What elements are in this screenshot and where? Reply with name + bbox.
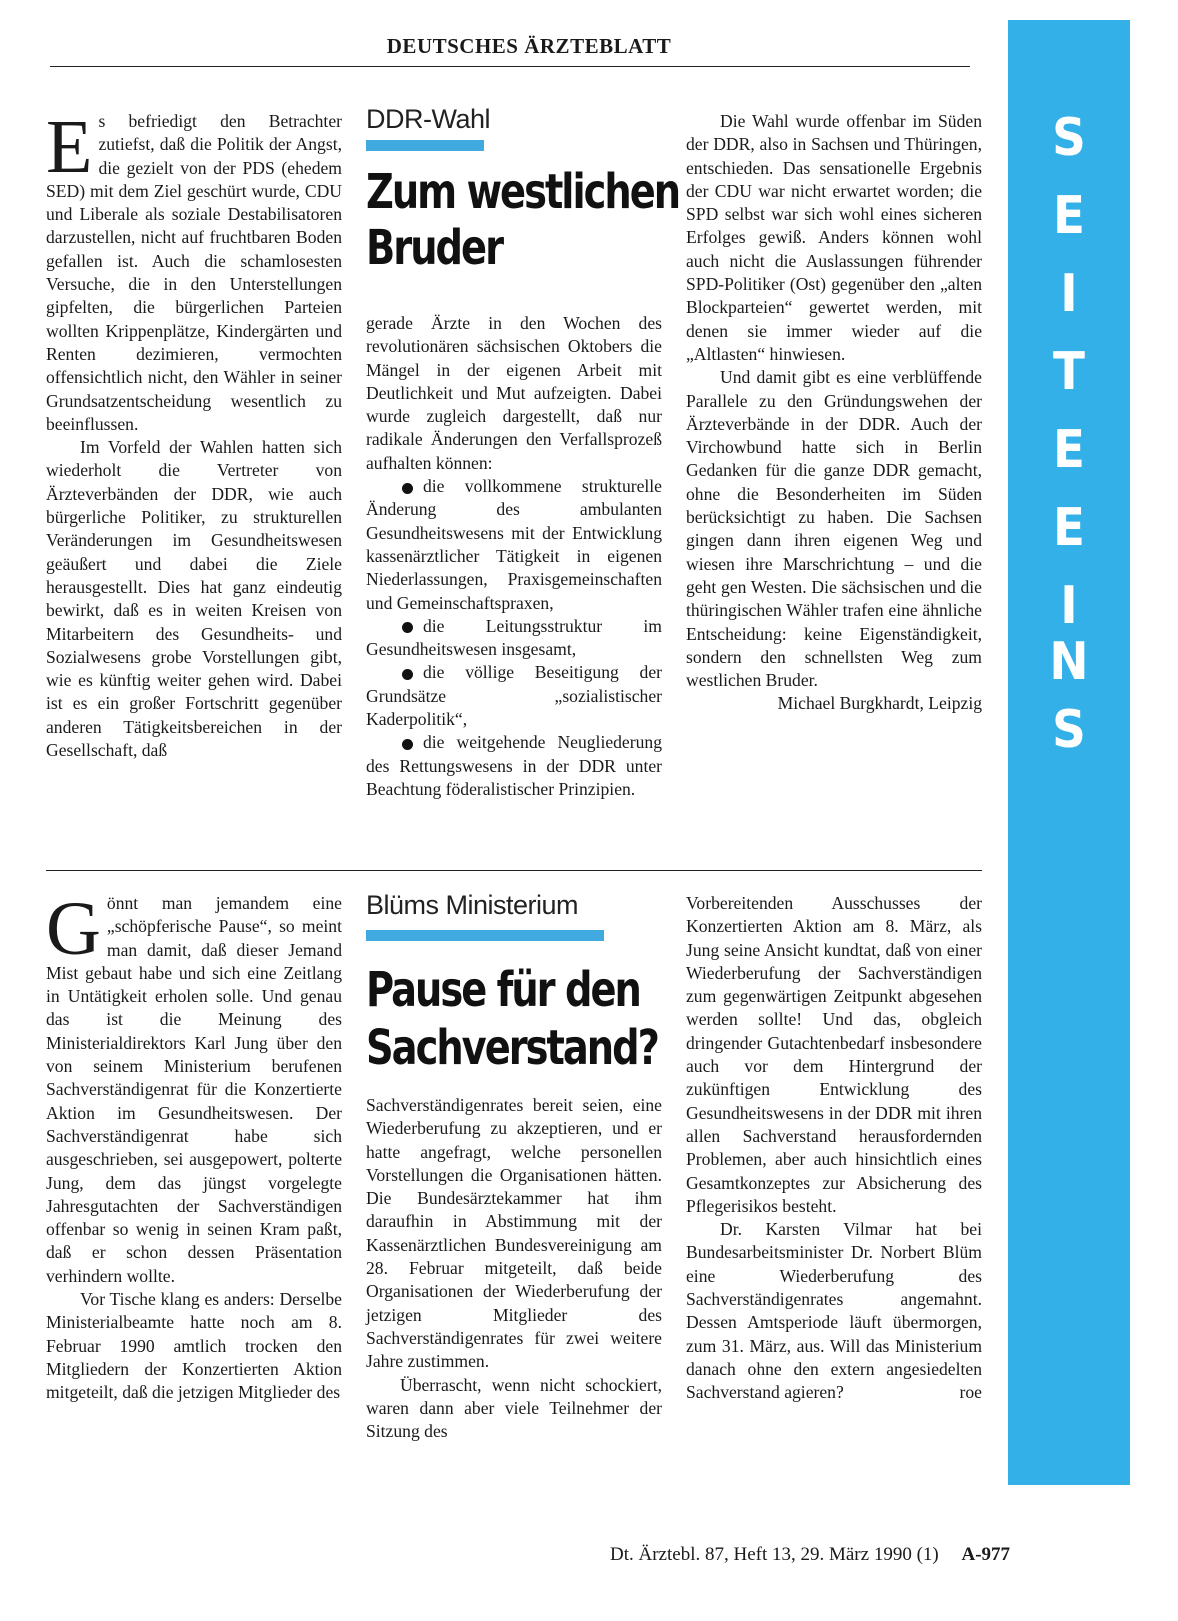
paragraph: Überrascht, wenn nicht schockiert, waren dann aber viele Teilnehmer der Sitzung des bbox=[366, 1374, 662, 1442]
sidebar-letter: N bbox=[1049, 632, 1089, 692]
page-number: A-977 bbox=[961, 1544, 1011, 1565]
paragraph: gerade Ärzte in den Wochen des revolutionären sächsischen Oktobers die Mängel in der eigenen Arbeit mit Deutlichkeit und Mut aufzeigten. Dabei wurde zugleich dargestellt, daß nur radikale Änderungen den Verfallsprozeß aufhalten können: bbox=[366, 313, 662, 473]
bullet-icon bbox=[402, 483, 413, 494]
sidebar-letter: E bbox=[1053, 498, 1085, 558]
sidebar-letter: I bbox=[1060, 576, 1078, 636]
article2-headline-line2: Sachverstand? bbox=[366, 1020, 658, 1076]
article2-column-3 bbox=[686, 892, 982, 1405]
paragraph: Und damit gibt es eine verblüffende Parallele zu den Gründungswehen der Ärzteverbände in der DDR. Auch der Virchowbund hatte sich in Berlin Gedanken für die ganze DDR gemacht, ohne die Besonderheiten im Süden berücksichtigt zu haben. Die Sachsen gingen dann ihren eigenen Weg und wiesen ihre Marschrichtung – und die geht gen Westen. Die sächsischen und die thüringischen Wähler trafen eine ähnliche Entscheidung: keine Eigenständigkeit, sondern den schnellsten Weg zum westlichen Bruder. bbox=[686, 367, 982, 691]
article2-department: Blüms Ministerium bbox=[366, 890, 579, 920]
section-sidebar bbox=[1008, 20, 1130, 1485]
article-divider bbox=[46, 870, 982, 871]
paragraph: Im Vorfeld der Wahlen hatten sich wiederholt die Vertreter von Ärzteverbänden der DDR, wie auch bürgerliche Politiker, zu strukturellen Veränderungen im Gesundheitswesen geäußert und dabei die Ziele herausgestellt. Dies hat ganz eindeutig bewirkt, daß es in weiten Kreisen von Mitarbeitern des Gesundheits- und Sozialwesens grobe Vorstellungen gibt, wie es künftig weiter gehen wird. Dabei ist es ein großer Fortschritt gegenüber anderen Tätigkeitsbereichen in der Gesellschaft, daß bbox=[46, 437, 342, 761]
paragraph: s befriedigt den Betrachter zutiefst, daß die Politik der Angst, die gezielt von der PDS (ehedem SED) mit dem Ziel geschürt wurde, CDU und Liberale als soziale Destabilisatoren darzustellen, nicht auf fruchtbaren Boden gefallen ist. Auch die schamlosesten Versuche, die in den Unterstellungen gipfelten, die bürgerlichen Parteien wollten Krippenplätze, Kindergärten und Renten dezimieren, vermochten offensichtlich nicht, den Wähler in seiner Grundsatzentscheidung wesentlich zu beeinflussen. bbox=[46, 111, 342, 434]
paragraph: Die Wahl wurde offenbar im Süden der DDR, also in Sachsen und Thüringen, entschieden. Das sensationelle Ergebnis der CDU war nicht erwartet worden; die SPD selbst war sich wohl eines sicheren Erfolges gewiß. Anders können wohl auch nicht die Auslassungen führender SPD-Politiker (Ost) gegenüber den „alten Blockparteien“ gewertet werden, mit denen sie immer wieder auf die „Altlasten“ hinwiesen. bbox=[686, 111, 982, 364]
sidebar-letter: S bbox=[1052, 700, 1086, 760]
author: roe bbox=[959, 1382, 982, 1403]
department-bar bbox=[366, 930, 604, 941]
bullet-item: die weitgehende Neugliederung des Rettungswesens in der DDR unter Beachtung föderalistischer Prinzipien. bbox=[366, 732, 662, 799]
paragraph: Sachverständigenrates bereit seien, eine Wiederberufung zu akzeptieren, und er hatte angefragt, welche personellen Vorstellungen die Organisationen hätten. Die Bundesärztekammer hat ihm daraufhin in Abstimmung mit der Kassenärztlichen Bundesvereinigung am 28. Februar mitgeteilt, daß beide Organisationen der Wiederberufung der jetzigen Mitglieder des Sachverständigenrates für zwei weitere Jahre zustimmen. bbox=[366, 1095, 662, 1372]
sidebar-letter: E bbox=[1053, 186, 1085, 246]
drop-cap: G bbox=[46, 887, 101, 971]
sidebar-letter: T bbox=[1053, 342, 1085, 402]
paragraph: önnt man jemandem eine „schöpferische Pause“, so meint man damit, daß dieser Jemand Mist gebaut habe und sich eine Zeitlang in Untätigkeit erholen solle. Und genau das ist die Meinung des Ministerialdirektors Karl Jung über den von seinem Ministerium berufenen Sachverständigenrat für die Konzertierte Aktion im Gesundheitswesen. Der Sachverständigenrat habe sich ausgeschrieben, sei ausgepowert, polterte Jung, dem das jüngst vorgelegte Jahresgutachten der Sachverständigen offenbar so wenig in seinen Kram paßt, daß er schon dessen Präsentation verhindern wollte. bbox=[46, 893, 342, 1286]
masthead: DEUTSCHES ÄRZTEBLATT bbox=[386, 34, 672, 58]
citation: Dt. Ärztebl. 87, Heft 13, 29. März 1990 (1) bbox=[610, 1544, 939, 1565]
department-bar bbox=[366, 140, 484, 151]
article1-column-2 bbox=[366, 312, 662, 801]
bullet-item: die vollkommene strukturelle Änderung des ambulanten Gesundheitswesens mit der Entwicklung kassenärztlicher Tätigkeit in eigenen Niederlassungen, Praxisgemeinschaften und Gemeinschaftspraxen, bbox=[366, 476, 662, 613]
bullet-icon bbox=[402, 669, 413, 680]
bullet-icon bbox=[402, 739, 413, 750]
article2-column-1 bbox=[46, 887, 342, 1405]
bullet-item: die völlige Beseitigung der Grundsätze „sozialistischer Kaderpolitik“, bbox=[366, 662, 662, 730]
article1-department: DDR-Wahl bbox=[366, 104, 490, 134]
article2-column-2 bbox=[366, 1094, 662, 1443]
author: Michael Burgkhardt, Leipzig bbox=[777, 693, 982, 714]
sidebar-letter: S bbox=[1052, 108, 1086, 168]
sidebar-letter: E bbox=[1053, 420, 1085, 480]
article2-headline-line1: Pause für den bbox=[366, 962, 640, 1018]
paragraph: Vor Tische klang es anders: Derselbe Ministerialbeamte hatte noch am 8. Februar 1990 amtlich trocken den Mitgliedern der Konzertierten Aktion mitgeteilt, daß die jetzigen Mitglieder des bbox=[46, 1289, 342, 1403]
drop-cap: E bbox=[46, 105, 93, 189]
article1-headline-line1: Zum westlichen bbox=[366, 164, 680, 220]
article1-column-3 bbox=[686, 110, 982, 716]
bullet-icon bbox=[402, 622, 413, 633]
paragraph: Vorbereitenden Ausschusses der Konzertierten Aktion am 8. März, als Jung seine Ansicht kundtat, daß von einer Wiederberufung der Sachverständigen zum gegenwärtigen Zeitpunkt abgesehen werden sollte! Und das, obgleich dringender Gutachtenbedarf insbesondere auch vor dem Hintergrund der zukünftigen Entwicklung des Gesundheitswesens in der DDR mit ihren allen Sachverstand herausfordernden Problemen, aber auch hinsichtlich eines Gesamtkonzeptes zur Absicherung des Pflegerisikos besteht. bbox=[686, 893, 982, 1216]
article1-headline-line2: Bruder bbox=[366, 220, 503, 276]
bullet-item: die Leitungsstruktur im Gesundheitswesen insgesamt, bbox=[366, 615, 662, 660]
masthead-rule bbox=[50, 66, 970, 67]
sidebar-letter: I bbox=[1060, 264, 1078, 324]
paragraph: Dr. Karsten Vilmar hat bei Bundesarbeitsminister Dr. Norbert Blüm eine Wiederberufung des Sachverständigenrates angemahnt. Dessen Amtsperiode läuft übermorgen, zum 31. März, aus. Will das Ministerium danach ohne den extern angesiedelten Sachverstand agieren? roe bbox=[686, 1218, 982, 1404]
page-footer bbox=[610, 1544, 1010, 1566]
article1-column-1 bbox=[46, 105, 342, 762]
